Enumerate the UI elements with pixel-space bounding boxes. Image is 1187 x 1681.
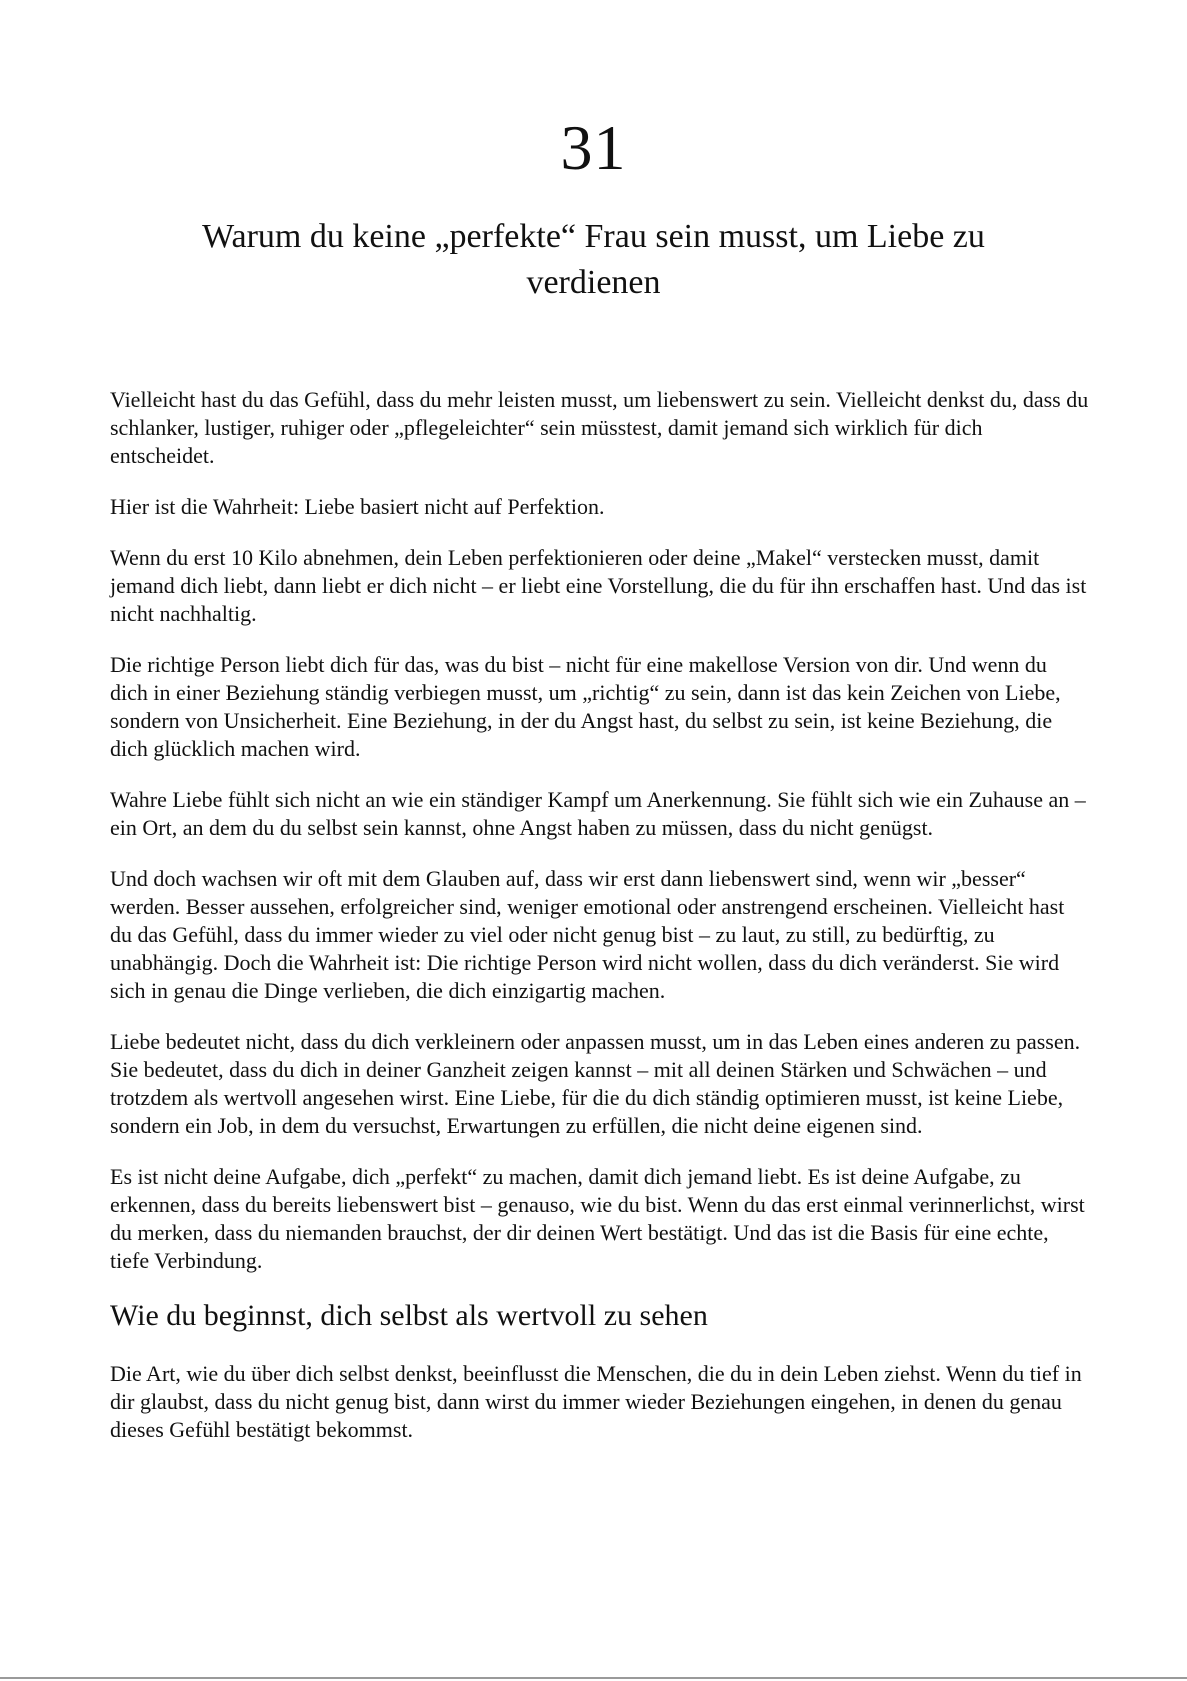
paragraph: Und doch wachsen wir oft mit dem Glauben auf, dass wir erst dann liebenswert sind, wenn wir „besser“ werden. Besser aussehen, erfolgreicher sind, weniger emotional oder anstrengend erscheinen. Vielleicht hast du das Gefühl, dass du immer wieder zu viel oder nicht genug bist – zu laut, zu still, zu bedürftig, zu unabhängig. Doch die Wahrheit ist: Die richtige Person wird nicht wollen, dass du dich veränderst. Sie wird sich in genau die Dinge verlieben, die dich einzigartig machen. xyxy=(110,866,1065,1003)
paragraph: Die Art, wie du über dich selbst denkst, beeinflusst die Menschen, die du in dein Leben ziehst. Wenn du tief in dir glaubst, dass du nicht genug bist, dann wirst du immer wieder Beziehungen eingehen, in denen du genau dieses Gefühl bestätigt bekommst. xyxy=(110,1361,1082,1442)
paragraph: Hier ist die Wahrheit: Liebe basiert nicht auf Perfektion. xyxy=(110,494,605,519)
paragraph: Liebe bedeutet nicht, dass du dich verkleinern oder anpassen musst, um in das Leben eines anderen zu passen. Sie bedeutet, dass du dich in deiner Ganzheit zeigen kannst – mit all deinen Stärken und Schwächen – und trotzdem als wertvoll angesehen wirst. Eine Liebe, für die du dich ständig optimieren musst, ist keine Liebe, sondern ein Job, in dem du versuchst, Erwartungen zu erfüllen, die nicht deine eigenen sind. xyxy=(110,1029,1081,1138)
chapter-body xyxy=(110,386,1090,1467)
paragraph: Die richtige Person liebt dich für das, was du bist – nicht für eine makellose Version von dir. Und wenn du dich in einer Beziehung ständig verbiegen musst, um „richtig“ zu sein, dann ist das kein Zeichen von Liebe, sondern von Unsicherheit. Eine Beziehung, in der du Angst hast, du selbst zu sein, ist keine Beziehung, die dich glücklich machen wird. xyxy=(110,652,1061,761)
paragraph: Wenn du erst 10 Kilo abnehmen, dein Leben perfektionieren oder deine „Makel“ verstecken musst, damit jemand dich liebt, dann liebt er dich nicht – er liebt eine Vorstellung, die du für ihn erschaffen hast. Und das ist nicht nachhaltig. xyxy=(110,545,1087,626)
section-heading: Wie du beginnst, dich selbst als wertvoll zu sehen xyxy=(110,1299,708,1332)
paragraph: Vielleicht hast du das Gefühl, dass du mehr leisten musst, um liebenswert zu sein. Vielleicht denkst du, dass du schlanker, lustiger, ruhiger oder „pflegeleichter“ sein müsstest, damit jemand sich wirklich für dich entscheidet. xyxy=(110,387,1089,468)
paragraph: Wahre Liebe fühlt sich nicht an wie ein ständiger Kampf um Anerkennung. Sie fühlt sich wie ein Zuhause an – ein Ort, an dem du du selbst sein kannst, ohne Angst haben zu müssen, dass du nicht genügst. xyxy=(110,787,1086,840)
page-bottom-divider xyxy=(0,1677,1187,1679)
chapter-title: Warum du keine „perfekte“ Frau sein musst, um Liebe zu verdienen xyxy=(202,218,985,301)
paragraph: Es ist nicht deine Aufgabe, dich „perfekt“ zu machen, damit dich jemand liebt. Es ist deine Aufgabe, zu erkennen, dass du bereits liebenswert bist – genauso, wie du bist. Wenn du das erst einmal verinnerlichst, wirst du merken, dass du niemanden brauchst, der dir deinen Wert bestätigt. Und das ist die Basis für eine echte, tiefe Verbindung. xyxy=(110,1164,1085,1273)
chapter-number: 31 xyxy=(560,112,627,183)
